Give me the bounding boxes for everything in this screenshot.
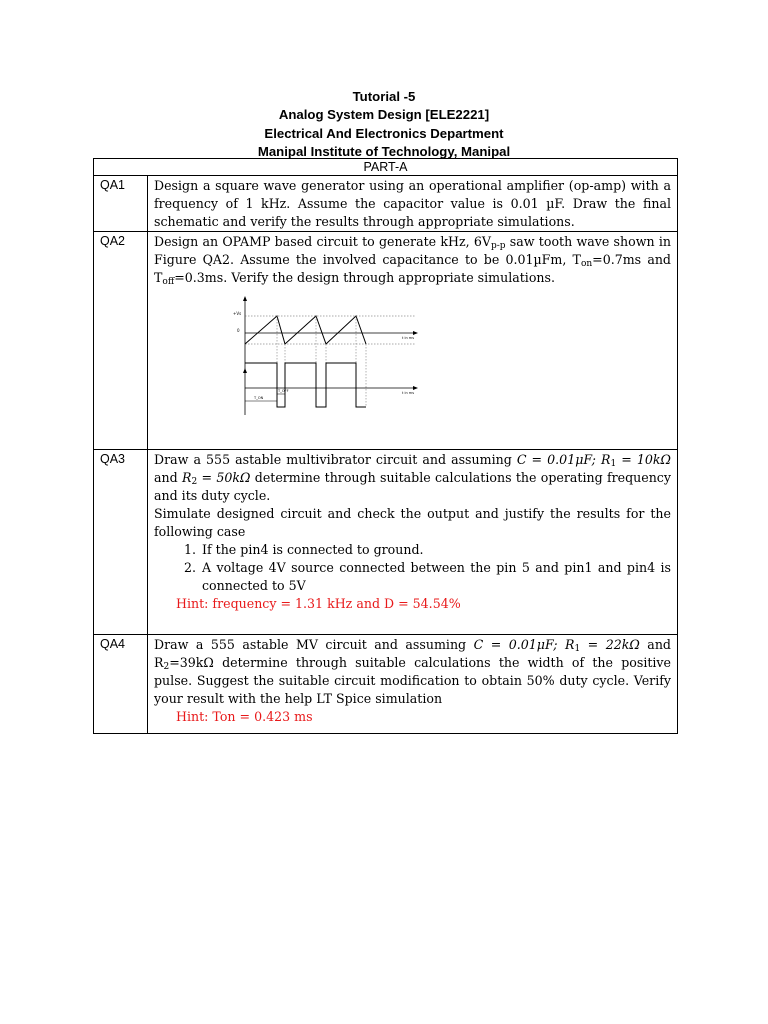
question-row-qa2: [94, 232, 678, 450]
guide-lines: [277, 316, 366, 407]
tutorial-title: Tutorial -5: [352, 89, 416, 104]
question-id: QA3: [94, 450, 148, 635]
text-run: determine through suitable calculations the operating frequency and its duty cycle.: [154, 470, 671, 503]
sawtooth-wave: [245, 316, 366, 344]
text-run: =0.7ms and T: [154, 252, 671, 285]
question-row-qa4: [94, 635, 678, 734]
questions-table: [93, 158, 678, 734]
question-id: QA4: [94, 635, 148, 734]
arrow-icon: [243, 368, 247, 373]
math-expression: C = 0.01μF; R: [473, 637, 575, 652]
text-run: Draw a 555 astable multivibrator circuit and assuming: [154, 452, 517, 467]
department-name: Electrical And Electronics Department: [264, 125, 504, 141]
figure-qa2: [232, 295, 671, 425]
subscript: 1: [574, 644, 581, 654]
math-expression: = 22kΩ: [580, 637, 640, 652]
text-run: =0.3ms. Verify the design through appropriate simulations.: [174, 270, 555, 285]
text-run: Design an OPAMP based circuit to generate kHz, 6V: [154, 234, 491, 249]
math-expression: = 10kΩ: [616, 452, 671, 467]
document-header: [0, 88, 768, 162]
arrow-icon: [413, 386, 418, 390]
time-axis-label: t in ms: [402, 391, 415, 395]
question-text: [154, 636, 671, 708]
question-row-qa1: [94, 176, 678, 232]
question-body: [148, 232, 678, 450]
question-text: [154, 451, 671, 505]
text-run: and R: [154, 637, 671, 670]
part-label: PART-A: [94, 159, 678, 176]
course-title: Analog System Design [ELE2221]: [278, 107, 490, 123]
question-text: Design a square wave generator using an operational amplifier (op-amp) with a frequency of 1 kHz. Assume the capacitor value is 0.01 µF. Draw the final schematic and verify the results through appropriate simulations.: [148, 176, 678, 232]
math-expression: C = 0.01μF; R: [516, 452, 611, 467]
toff-label: T_OFF: [278, 389, 289, 393]
square-pulse-wave: [245, 363, 366, 407]
vp-label: +Vs: [233, 311, 242, 316]
question-id: QA1: [94, 176, 148, 232]
text-run: Draw a 555 astable MV circuit and assuming: [154, 637, 474, 652]
time-axis-label: t in ms: [402, 336, 415, 340]
zero-label: 0: [237, 328, 240, 333]
arrow-icon: [243, 296, 247, 301]
text-run: =39kΩ determine through suitable calculations the width of the positive pulse. Suggest the suitable circuit modification to obtain 50% duty cycle. Verify your result with the help LT Spice simulation: [154, 655, 671, 706]
subscript: 2: [163, 662, 170, 672]
arrow-icon: [413, 331, 418, 335]
math-expression: = 50kΩ: [197, 470, 251, 485]
subscript: off: [162, 277, 175, 287]
math-expression: R: [181, 470, 192, 485]
subscript: on: [580, 259, 593, 269]
institute-name: Manipal Institute of Technology, Manipal: [257, 144, 511, 160]
question-instruction: Simulate designed circuit and check the output and justify the results for the following case: [154, 506, 671, 539]
question-body: [148, 450, 678, 635]
ton-label: T_ON: [254, 396, 264, 400]
case-list: [154, 541, 671, 595]
sawtooth-waveform-figure: [232, 295, 422, 420]
text-run: saw tooth wave shown in Figure QA2. Assume the involved capacitance to be 0.01µFm, T: [154, 234, 671, 267]
list-item: 1. If the pin4 is connected to ground.: [200, 541, 671, 559]
subscript: p-p: [490, 241, 506, 251]
question-id: QA2: [94, 232, 148, 450]
subscript: 2: [191, 477, 198, 487]
question-text: [154, 233, 671, 287]
subscript: 1: [610, 459, 617, 469]
question-body: [148, 635, 678, 734]
text-run: and: [154, 470, 182, 485]
hint-text: Hint: Ton = 0.423 ms: [176, 709, 313, 724]
hint-text: Hint: frequency = 1.31 kHz and D = 54.54%: [176, 596, 461, 611]
question-row-qa3: [94, 450, 678, 635]
list-item: 2. A voltage 4V source connected between the pin 5 and pin1 and pin4 is connected to 5V: [200, 559, 671, 595]
